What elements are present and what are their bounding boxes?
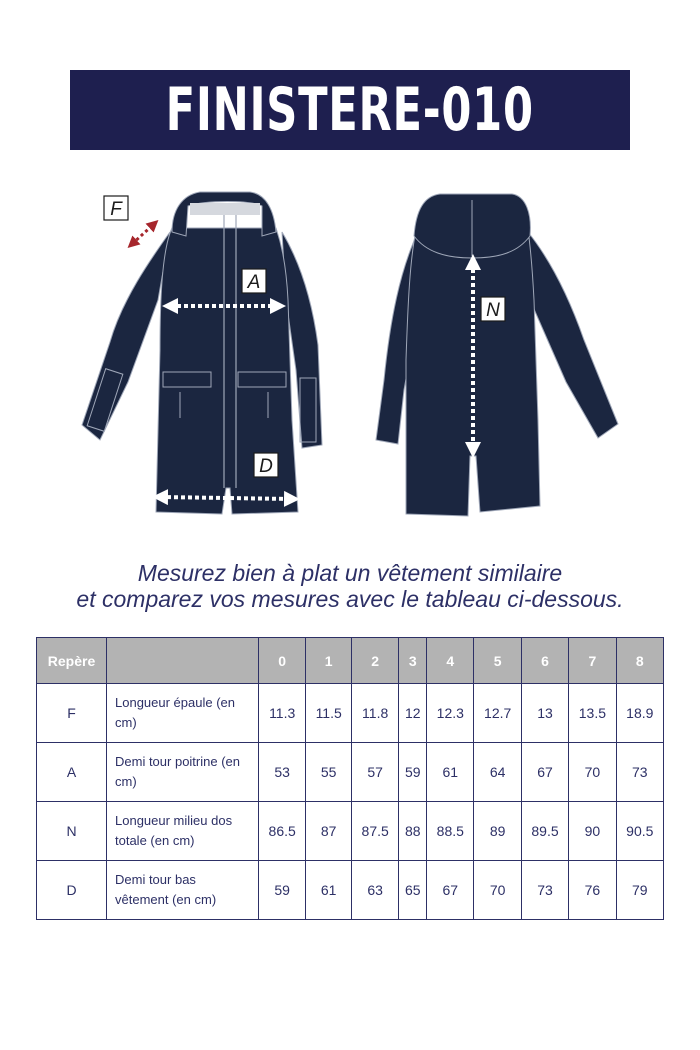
row-value: 88 — [399, 802, 427, 861]
table-row — [37, 861, 664, 920]
row-value: 67 — [521, 743, 568, 802]
row-value: 87.5 — [351, 802, 398, 861]
row-value: 89 — [474, 802, 521, 861]
row-value: 18.9 — [616, 684, 663, 743]
header-size-1: 1 — [306, 638, 352, 684]
row-description: Demi tour bas vêtement (en cm) — [107, 861, 259, 920]
row-value: 87 — [306, 802, 352, 861]
row-value: 73 — [616, 743, 663, 802]
row-value: 76 — [569, 861, 616, 920]
title-banner — [70, 70, 630, 150]
back-right-sleeve — [528, 232, 618, 438]
row-value: 90 — [569, 802, 616, 861]
instructions — [0, 560, 700, 612]
row-value: 55 — [306, 743, 352, 802]
product-title: FINISTERE-010 — [165, 75, 535, 145]
header-size-6: 6 — [521, 638, 568, 684]
row-description: Longueur milieu dos totale (en cm) — [107, 802, 259, 861]
row-value: 90.5 — [616, 802, 663, 861]
row-description: Longueur épaule (en cm) — [107, 684, 259, 743]
header-size-5: 5 — [474, 638, 521, 684]
row-value: 13 — [521, 684, 568, 743]
row-value: 61 — [427, 743, 474, 802]
row-value: 67 — [427, 861, 474, 920]
row-value: 73 — [521, 861, 568, 920]
row-code: F — [37, 684, 107, 743]
row-value: 59 — [399, 743, 427, 802]
row-value: 13.5 — [569, 684, 616, 743]
row-value: 59 — [259, 861, 306, 920]
row-value: 70 — [474, 861, 521, 920]
row-value: 88.5 — [427, 802, 474, 861]
row-value: 61 — [306, 861, 352, 920]
row-value: 64 — [474, 743, 521, 802]
row-value: 53 — [259, 743, 306, 802]
row-description: Demi tour poitrine (en cm) — [107, 743, 259, 802]
row-value: 63 — [351, 861, 398, 920]
header-size-2: 2 — [351, 638, 398, 684]
header-size-3: 3 — [399, 638, 427, 684]
row-value: 57 — [351, 743, 398, 802]
row-code: A — [37, 743, 107, 802]
row-value: 11.3 — [259, 684, 306, 743]
garment-diagrams — [0, 160, 700, 540]
row-value: 11.8 — [351, 684, 398, 743]
header-size-0: 0 — [259, 638, 306, 684]
instructions-line-2: et comparez vos mesures avec le tableau ci-dessous. — [76, 586, 624, 612]
row-value: 12.3 — [427, 684, 474, 743]
coat-front — [82, 192, 322, 514]
header-size-8: 8 — [616, 638, 663, 684]
row-code: D — [37, 861, 107, 920]
table-row — [37, 802, 664, 861]
table-row — [37, 743, 664, 802]
coat-back — [376, 194, 618, 516]
label-n: N — [486, 300, 500, 321]
row-value: 12 — [399, 684, 427, 743]
row-value: 65 — [399, 861, 427, 920]
front-collar-lining — [190, 203, 260, 215]
measure-f-arrow — [132, 224, 154, 244]
row-value: 12.7 — [474, 684, 521, 743]
row-code: N — [37, 802, 107, 861]
header-size-4: 4 — [427, 638, 474, 684]
label-f: F — [110, 199, 122, 220]
size-table-header — [37, 638, 664, 684]
size-table-body — [37, 684, 664, 920]
instructions-line-1: Mesurez bien à plat un vêtement similaire — [137, 560, 563, 586]
table-row — [37, 684, 664, 743]
row-value: 70 — [569, 743, 616, 802]
size-table — [36, 637, 664, 920]
label-a: A — [247, 272, 261, 293]
row-value: 11.5 — [306, 684, 352, 743]
front-left-sleeve — [82, 232, 170, 440]
header-size-7: 7 — [569, 638, 616, 684]
row-value: 79 — [616, 861, 663, 920]
header-description — [107, 638, 259, 684]
row-value: 86.5 — [259, 802, 306, 861]
header-repere: Repère — [37, 638, 107, 684]
row-value: 89.5 — [521, 802, 568, 861]
label-d: D — [259, 456, 273, 477]
